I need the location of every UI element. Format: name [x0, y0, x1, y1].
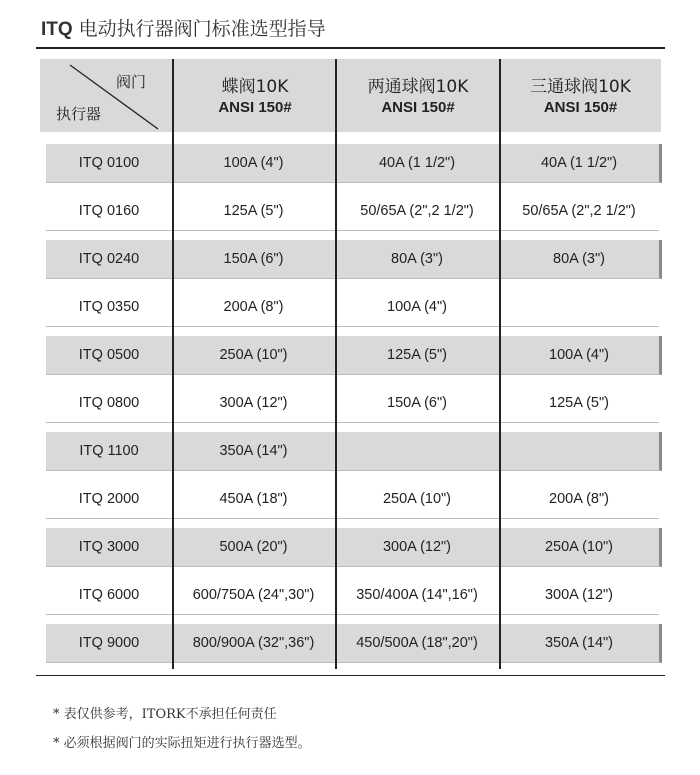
cell-butterfly: 600/750A (24",30"): [192, 587, 315, 603]
footnote-selection: * 必须根据阀门的实际扭矩进行执行器选型。: [53, 736, 311, 751]
bottom-rule: [36, 675, 665, 676]
cell-threeway: [499, 288, 659, 326]
cell-twoway: 50/65A (2",2 1/2"): [360, 203, 474, 219]
cell-butterfly: 300A (12"): [219, 395, 288, 411]
table-row: [46, 144, 662, 183]
column-divider: [172, 59, 174, 669]
header-sub: ANSI 150#: [381, 99, 455, 116]
corner-actuator-label: 执行器: [56, 105, 102, 123]
table-row: [46, 576, 659, 615]
cell-butterfly: 250A (10"): [219, 347, 288, 363]
table-row: [46, 384, 659, 423]
table-row: [46, 624, 662, 663]
cell-butterfly: 125A (5"): [223, 203, 284, 219]
cell-model: ITQ 0100: [78, 155, 140, 171]
brand-label: ITQ: [41, 19, 73, 40]
table-row: [46, 336, 662, 375]
cell-butterfly: 800/900A (32",36"): [192, 635, 315, 651]
cell-model: ITQ 0800: [78, 395, 140, 411]
cell-threeway: 200A (8"): [549, 491, 609, 507]
corner-valve-label: 阀门: [116, 73, 147, 91]
cell-butterfly: 350A (14"): [219, 443, 288, 459]
header-col-threeway: [500, 59, 661, 132]
cell-threeway: 250A (10"): [544, 539, 614, 555]
column-divider: [499, 59, 501, 669]
header-main: 两通球阀10K: [367, 77, 469, 97]
cell-butterfly: 150A (6"): [223, 251, 284, 267]
cell-threeway: 40A (1 1/2"): [540, 155, 618, 171]
header-col-twoway: [336, 59, 500, 132]
table-row: [46, 288, 659, 327]
cell-butterfly: 100A (4"): [223, 155, 284, 171]
cell-twoway: 350/400A (14",16"): [356, 587, 478, 603]
header-sub: ANSI 150#: [218, 99, 292, 116]
header-main: 蝶阀10K: [221, 77, 289, 97]
cell-twoway: 80A (3"): [391, 251, 443, 267]
cell-butterfly: 500A (20"): [219, 539, 288, 555]
cell-threeway: 300A (12"): [544, 587, 614, 603]
cell-threeway: 50/65A (2",2 1/2"): [522, 203, 636, 219]
cell-model: ITQ 1100: [79, 443, 139, 459]
cell-butterfly: 200A (8"): [223, 299, 284, 315]
table-row: [46, 480, 659, 519]
footnote-disclaimer: * 表仅供参考，ITORK不承担任何责任: [53, 707, 277, 722]
top-rule: [36, 47, 665, 49]
cell-model: ITQ 6000: [78, 587, 140, 603]
cell-twoway: 450/500A (18",20"): [356, 635, 478, 651]
table-row: [46, 432, 662, 471]
title-text: 电动执行器阀门标准选型指导: [78, 18, 326, 40]
cell-model: ITQ 0160: [78, 203, 140, 219]
header-main: 三通球阀10K: [530, 77, 631, 97]
cell-butterfly: 450A (18"): [219, 491, 288, 507]
cell-threeway: 100A (4"): [549, 347, 609, 363]
cell-model: ITQ 3000: [78, 539, 140, 555]
cell-twoway: 250A (10"): [382, 491, 452, 507]
table-row: [46, 528, 662, 567]
cell-threeway: 125A (5"): [549, 395, 609, 411]
cell-twoway: 125A (5"): [387, 347, 447, 363]
table-row: [46, 240, 662, 279]
cell-model: ITQ 0500: [78, 347, 140, 363]
cell-twoway: 40A (1 1/2"): [378, 155, 456, 171]
header-sub: ANSI 150#: [543, 99, 618, 116]
cell-threeway: [499, 432, 659, 470]
cell-threeway: 350A (14"): [544, 635, 614, 651]
cell-twoway: 300A (12"): [382, 539, 452, 555]
table-row: [46, 192, 659, 231]
cell-threeway: 80A (3"): [553, 251, 605, 267]
cell-model: ITQ 0240: [78, 251, 140, 267]
header-col-butterfly: [174, 59, 336, 132]
table-header: [40, 59, 661, 132]
column-divider: [335, 59, 337, 669]
cell-model: ITQ 0350: [78, 299, 140, 315]
cell-twoway: 100A (4"): [387, 299, 447, 315]
cell-model: ITQ 2000: [78, 491, 140, 507]
cell-model: ITQ 9000: [78, 635, 140, 651]
page-title: [41, 14, 326, 41]
cell-twoway: 150A (6"): [387, 395, 447, 411]
cell-twoway: [335, 432, 499, 470]
